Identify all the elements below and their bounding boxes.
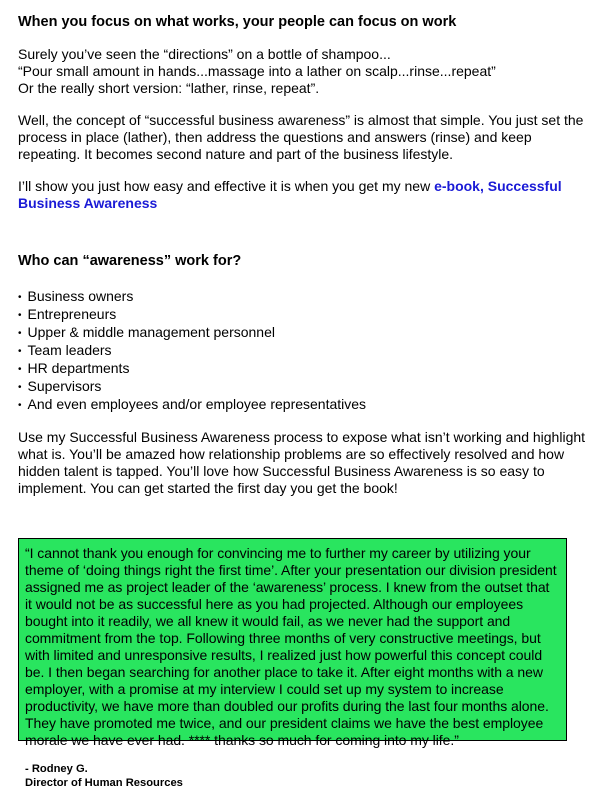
ebook-link[interactable]: e-book, Successful Business Awareness (18, 178, 562, 211)
testimonial-signature (25, 763, 560, 790)
ebook-paragraph-text: I’ll show you just how easy and effective it is when you get my new (18, 178, 435, 194)
intro-line: Or the really short version: “lather, rinse, repeat”. (18, 80, 320, 96)
section-heading-focus: When you focus on what works, your people can focus on work (18, 14, 457, 30)
testimonial-author-title: Director of Human Resources (25, 776, 183, 789)
list-item: • Upper & middle management personnel (18, 324, 588, 342)
page-content (18, 10, 588, 497)
testimonial-author: - Rodney G. (25, 763, 88, 775)
testimonial-quote: “I cannot thank you enough for convincing me to further my career by utilizing your theme of ‘doing things right the first time’. After your presentation our division president assigned me as project leader of the ‘awareness’ process. I knew from the outset that it would not be as successful here as you had projected. Although our employees bought into it readily, we all knew it would fail, as we never had the support and commitment from the top. Following three months of very constructive meetings, but with limited and unresponsive results, I realized just how powerful this concept could be. I then began searching for another place to take it. After eight months with a new employer, with a promise at my interview I could set up my system to increase productivity, we have more than doubled our profits during the last four months alone. They have promoted me twice, and our president claims we have the best employee morale we have ever had. **** thanks so much for coming into my life.” (25, 545, 557, 748)
testimonial-box (18, 538, 567, 789)
intro-line: “Pour small amount in hands...massage into a lather on scalp...rinse...repeat” (18, 63, 496, 79)
section-heading-audience: Who can “awareness” work for? (18, 253, 242, 269)
ebook-paragraph (18, 178, 588, 212)
list-item: • Business owners (18, 288, 588, 306)
list-item: • And even employees and/or employee representatives (18, 396, 588, 414)
intro-block (18, 46, 588, 97)
list-item: • HR departments (18, 360, 588, 378)
intro-line: Surely you’ve seen the “directions” on a bottle of shampoo... (18, 46, 391, 62)
process-paragraph: Use my Successful Business Awareness process to expose what isn’t working and highlight what is. You’ll be amazed how relationship problems are so effectively resolved and how hidden talent is tapped. You’ll love how Successful Business Awareness is so easy to implement. You can get started the first day you get the book! (18, 429, 586, 496)
concept-paragraph: Well, the concept of “successful business awareness” is almost that simple. You just set the process in place (lather), then address the questions and answers (rinse) and keep repeating. It becomes second nature and part of the business lifestyle. (18, 112, 584, 162)
list-item: • Team leaders (18, 342, 588, 360)
audience-list (18, 288, 588, 414)
list-item: • Supervisors (18, 378, 588, 396)
list-item: • Entrepreneurs (18, 306, 588, 324)
